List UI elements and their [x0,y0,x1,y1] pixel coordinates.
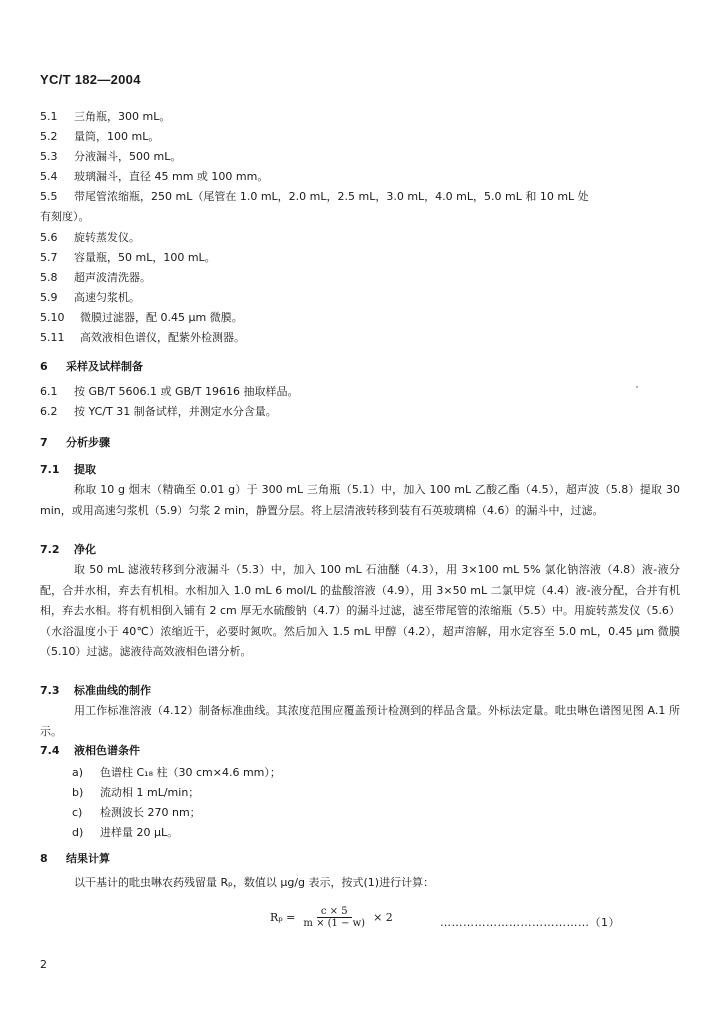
condition-d [72,826,178,840]
scan-speck [636,386,638,388]
standard-header: YC/T 182—2004 [40,72,141,87]
section-number: 7 [40,436,48,449]
condition-label: c) [72,806,83,819]
item-number: 5.5 [40,190,58,203]
formula-lhs: Rₚ = [270,911,296,924]
section-number: 8 [40,852,48,865]
item-text: 高速匀浆机。 [74,291,140,304]
section-title: 提取 [74,463,96,476]
item-text: 玻璃漏斗，直径 45 mm 或 100 mm。 [74,170,269,183]
formula-denominator: m × (1 − w) [303,918,366,929]
section-number: 7.3 [40,684,60,697]
formula-numerator: c × 5 [317,906,352,918]
item-5-11 [40,331,245,345]
section-number: 7.4 [40,744,60,757]
section-number: 7.2 [40,543,60,556]
item-text: 容量瓶，50 mL，100 mL。 [74,251,216,264]
item-5-10 [40,311,243,325]
item-number: 5.4 [40,170,58,183]
section-6-heading [40,360,143,374]
item-5-2 [40,130,159,144]
section-title: 净化 [74,543,96,556]
section-title: 分析步骤 [66,436,110,449]
condition-text: 流动相 1 mL/min； [100,786,200,799]
item-text: 按 GB/T 5606.1 或 GB/T 19616 抽取样品。 [74,385,299,398]
section-number: 7.1 [40,463,60,476]
item-text: 微膜过滤器，配 0.45 μm 微膜。 [80,311,243,324]
section-title: 结果计算 [66,852,110,865]
section-8-body: 以干基计的吡虫啉农药残留量 Rₚ，数值以 μg/g 表示，按式(1)进行计算： [74,876,435,889]
item-text: 分液漏斗，500 mL。 [74,150,182,163]
item-text: 旋转蒸发仪。 [74,231,140,244]
condition-text: 检测波长 270 nm； [100,806,201,819]
item-number: 5.10 [40,311,65,324]
item-text: 带尾管浓缩瓶，250 mL（尾管在 1.0 mL，2.0 mL，2.5 mL，3.0 mL，4.0 mL，5.0 mL 和 10 mL 处 [74,190,589,203]
item-number: 5.2 [40,130,58,143]
section-title: 液相色谱条件 [74,744,140,757]
item-text: 量筒，100 mL。 [74,130,160,143]
condition-label: a) [72,766,84,779]
section-7-4-heading [40,744,140,758]
item-text: 高效液相色谱仪，配紫外检测器。 [80,331,245,344]
page-number: 2 [40,958,47,971]
item-5-6 [40,231,140,245]
item-number: 6.2 [40,405,58,418]
item-text: 按 YC/T 31 制备试样，并测定水分含量。 [74,405,277,418]
item-5-3 [40,150,181,164]
equation-number: …………………………………（1） [440,916,620,929]
section-title: 采样及试样制备 [66,360,143,373]
condition-label: d) [72,826,84,839]
condition-c [72,806,201,820]
section-title: 标准曲线的制作 [74,684,151,697]
section-7-2-body: 取 50 mL 滤液转移到分液漏斗（5.3）中，加入 100 mL 石油醚（4.3），用 3×100 mL 5% 氯化钠溶液（4.8）液-液分配，合并水相，弃去有机相。水相加入 1.0 mL 6 mol/L 的盐酸溶液（4.9），用 3×50 mL 二氯甲烷（4.4）液-液分配，合并有机相，弃去水相。将有机相倒入铺有 2 cm 厚无水硫酸钠（4.7）的漏斗过滤，滤至带尾管的浓缩瓶（5.5）中。用旋转蒸发仪（5.6）（水浴温度小于 40℃）浓缩近干，必要时氮吹。然后加入 1.5 mL 甲醇（4.2），超声溶解，用水定容至 5.0 mL，0.45 μm 微膜（5.10）过滤。滤液待高效液相色谱分析。 [40,563,680,658]
section-number: 6 [40,360,48,373]
item-5-7 [40,251,216,265]
item-text: 有刻度）。 [40,210,90,223]
item-number: 5.11 [40,331,65,344]
condition-b [72,786,199,800]
item-text: 三角瓶，300 mL。 [74,110,171,123]
formula-fraction [299,906,369,929]
section-7-1-heading [40,463,96,477]
item-6-1 [40,385,298,399]
section-8-heading [40,852,110,866]
item-5-5 [40,190,589,204]
section-7-1-body: 称取 10 g 烟末（精确至 0.01 g）于 300 mL 三角瓶（5.1）中，加入 100 mL 乙酸乙酯（4.5），超声波（5.8）提取 30 min，或用高速匀浆机（5.9）匀浆 2 min，静置分层。将上层清液转移到装有石英玻璃棉（4.6）的漏斗中，过滤。 [40,483,680,517]
item-6-2 [40,405,277,419]
item-number: 5.6 [40,231,58,244]
item-number: 6.1 [40,385,58,398]
item-number: 5.3 [40,150,58,163]
section-7-heading [40,436,110,450]
section-7-3-body: 用工作标准溶液（4.12）制备标准曲线。其浓度范围应覆盖预计检测到的样品含量。外标法定量。吡虫啉色谱图见图 A.1 所示。 [40,704,680,738]
item-text: 超声波清洗器。 [74,271,151,284]
item-5-5-cont [40,210,90,224]
result-formula [270,906,393,929]
formula-rhs: × 2 [373,911,393,924]
item-5-8 [40,271,151,285]
item-5-9 [40,291,140,305]
condition-text: 进样量 20 μL。 [100,826,179,839]
section-7-2-heading [40,543,96,557]
item-number: 5.8 [40,271,58,284]
condition-label: b) [72,786,84,799]
condition-text: 色谱柱 C₁₈ 柱（30 cm×4.6 mm）； [100,766,281,779]
item-number: 5.1 [40,110,58,123]
section-7-3-heading [40,684,151,698]
condition-a [72,766,281,780]
item-number: 5.9 [40,291,58,304]
item-5-4 [40,170,268,184]
item-5-1 [40,110,170,124]
item-number: 5.7 [40,251,58,264]
